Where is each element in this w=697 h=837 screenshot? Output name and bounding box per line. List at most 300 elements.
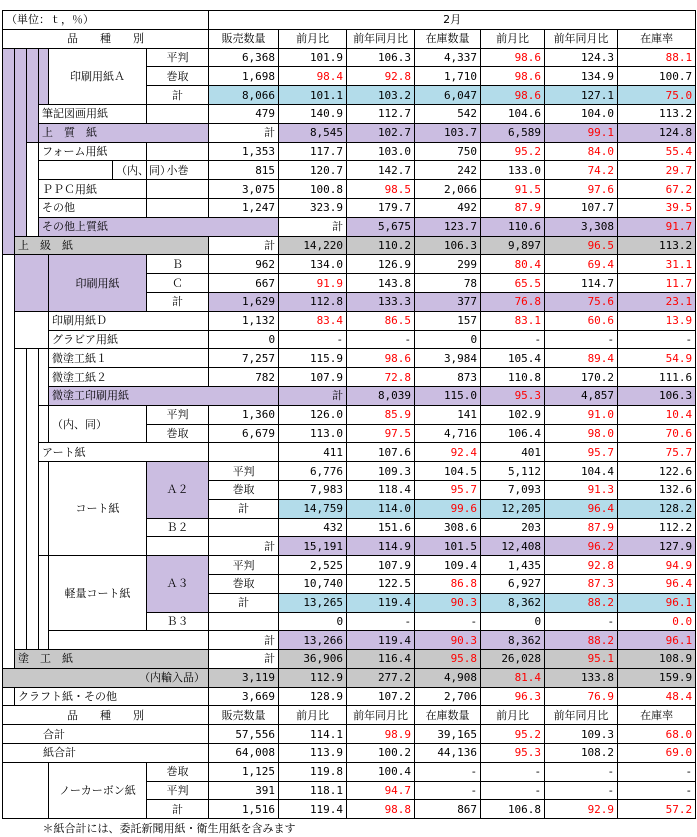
row-sublabel: 計: [209, 631, 279, 650]
row-sublabel: 平判: [209, 462, 279, 481]
value-cell: 65.5: [481, 274, 545, 293]
value-cell: 39.5: [618, 198, 696, 217]
value-cell: 57,556: [209, 725, 279, 744]
value-cell: -: [545, 330, 618, 349]
value-cell: 1,132: [209, 311, 279, 330]
value-cell: 95.2: [481, 725, 545, 744]
value-cell: 100.2: [347, 744, 415, 763]
row-label: 合計: [3, 725, 209, 744]
value-cell: 5,112: [481, 462, 545, 481]
value-cell: 103.0: [347, 142, 415, 161]
value-cell: 95.2: [481, 142, 545, 161]
value-cell: 84.0: [545, 142, 618, 161]
value-cell: 118.4: [347, 480, 415, 499]
row-sublabel: Ｃ: [147, 274, 209, 293]
value-cell: 88.2: [545, 593, 618, 612]
value-cell: 7,093: [481, 480, 545, 499]
value-cell: 87.9: [545, 518, 618, 537]
value-cell: 98.6: [347, 349, 415, 368]
value-cell: 6,047: [415, 86, 481, 105]
value-cell: 308.6: [415, 518, 481, 537]
value-cell: 106.3: [415, 236, 481, 255]
value-cell: 140.9: [279, 104, 347, 123]
value-cell: -: [481, 781, 545, 800]
row-sublabel: 巻取: [147, 67, 209, 86]
row-label: 印刷用紙: [49, 255, 147, 311]
value-cell: 299: [415, 255, 481, 274]
value-cell: 151.6: [347, 518, 415, 537]
value-cell: 100.4: [347, 762, 415, 781]
value-cell: 170.2: [545, 368, 618, 387]
value-cell: -: [545, 612, 618, 631]
value-cell: 98.8: [347, 800, 415, 819]
value-cell: 4,716: [415, 424, 481, 443]
value-cell: 100.8: [279, 180, 347, 199]
value-cell: 88.1: [618, 48, 696, 67]
paper-statistics-table: [2, 10, 696, 837]
value-cell: 55.4: [618, 142, 696, 161]
value-cell: 1,629: [209, 292, 279, 311]
row-sublabel: 平判: [209, 556, 279, 575]
value-cell: 107.2: [347, 687, 415, 706]
value-cell: 112.2: [618, 518, 696, 537]
row-label: その他上質紙: [39, 217, 279, 236]
indent-cell: [27, 349, 39, 650]
row-label: （内、同）: [49, 405, 147, 443]
value-cell: 6,368: [209, 48, 279, 67]
value-cell: 95.8: [415, 650, 481, 669]
value-cell: 91.9: [279, 274, 347, 293]
value-cell: 101.5: [415, 537, 481, 556]
indent-cell: [15, 255, 49, 311]
value-cell: 6,927: [481, 574, 545, 593]
value-cell: 0: [481, 612, 545, 631]
value-cell: 95.3: [481, 386, 545, 405]
value-cell: 102.7: [347, 123, 415, 142]
value-cell: 815: [209, 161, 279, 180]
value-cell: 179.7: [347, 198, 415, 217]
value-cell: 12,408: [481, 537, 545, 556]
value-cell: 323.9: [279, 198, 347, 217]
group-label: Ｂ３: [147, 612, 209, 631]
value-cell: 133.8: [545, 668, 618, 687]
value-cell: 11.7: [618, 274, 696, 293]
value-cell: 117.7: [279, 142, 347, 161]
value-cell: 542: [415, 104, 481, 123]
value-cell: 107.9: [347, 556, 415, 575]
value-cell: 110.8: [481, 368, 545, 387]
column-header: 前月比: [279, 706, 347, 725]
value-cell: 92.8: [347, 67, 415, 86]
table-row: [3, 368, 696, 387]
value-cell: 3,075: [209, 180, 279, 199]
value-cell: 7,257: [209, 349, 279, 368]
value-cell: 91.3: [545, 480, 618, 499]
value-cell: 90.3: [415, 631, 481, 650]
value-cell: 9,897: [481, 236, 545, 255]
row-sublabel: 計: [209, 236, 279, 255]
row-label: 印刷用紙Ａ: [49, 48, 147, 104]
value-cell: 99.6: [415, 499, 481, 518]
table-row: [3, 631, 696, 650]
value-cell: 106.8: [481, 800, 545, 819]
value-cell: 26,028: [481, 650, 545, 669]
value-cell: 2,525: [279, 556, 347, 575]
value-cell: 7,983: [279, 480, 347, 499]
value-cell: 60.6: [545, 311, 618, 330]
value-cell: 81.4: [481, 668, 545, 687]
table-row: [3, 725, 696, 744]
month-label: 2月: [209, 11, 696, 30]
kind-header: 品 種 別: [3, 29, 209, 48]
value-cell: 69.4: [545, 255, 618, 274]
row-label: 印刷用紙Ｄ: [49, 311, 209, 330]
indent-cell: [39, 462, 49, 556]
table-row: [3, 48, 696, 67]
value-cell: 479: [209, 104, 279, 123]
value-cell: 8,066: [209, 86, 279, 105]
value-cell: 119.8: [279, 762, 347, 781]
table-row: [3, 687, 696, 706]
value-cell: 867: [415, 800, 481, 819]
value-cell: 91.0: [545, 405, 618, 424]
value-cell: 97.5: [347, 424, 415, 443]
value-cell: 1,435: [481, 556, 545, 575]
value-cell: 667: [209, 274, 279, 293]
footnote-row: [3, 819, 696, 837]
value-cell: 10.4: [618, 405, 696, 424]
row-sublabel: 巻取: [147, 424, 209, 443]
table-row: [3, 311, 696, 330]
row-label: 上 質 紙: [39, 123, 209, 142]
value-cell: 106.3: [347, 48, 415, 67]
indent-cell: [49, 631, 209, 650]
row-sublabel: 計: [209, 499, 279, 518]
value-cell: 8,362: [481, 593, 545, 612]
table-row: [3, 198, 696, 217]
value-cell: -: [545, 762, 618, 781]
value-cell: -: [415, 612, 481, 631]
value-cell: 133.3: [347, 292, 415, 311]
indent-cell: [147, 537, 209, 556]
value-cell: 126.9: [347, 255, 415, 274]
value-cell: -: [347, 330, 415, 349]
value-cell: 83.4: [279, 311, 347, 330]
value-cell: 107.7: [545, 198, 618, 217]
row-label: 紙合計: [3, 744, 209, 763]
value-cell: 119.4: [347, 631, 415, 650]
value-cell: 75.7: [618, 443, 696, 462]
value-cell: 242: [415, 161, 481, 180]
column-header: 販売数量: [209, 29, 279, 48]
value-cell: 95.7: [545, 443, 618, 462]
value-cell: 110.6: [481, 217, 545, 236]
value-cell: 92.8: [545, 556, 618, 575]
table-row: [3, 161, 696, 180]
value-cell: 750: [415, 142, 481, 161]
indent-cell: [39, 161, 113, 180]
row-label: 微塗工紙１: [49, 349, 209, 368]
unit-label: （単位：ｔ，％）: [3, 11, 209, 30]
value-cell: 39,165: [415, 725, 481, 744]
value-cell: 134.0: [279, 255, 347, 274]
row-label: その他: [39, 198, 147, 217]
value-cell: -: [415, 781, 481, 800]
value-cell: 67.2: [618, 180, 696, 199]
row-label: ＰＰＣ用紙: [39, 180, 147, 199]
value-cell: 68.0: [618, 725, 696, 744]
value-cell: 75.6: [545, 292, 618, 311]
table-row: [3, 255, 696, 274]
value-cell: 98.6: [481, 48, 545, 67]
blank-cell: [147, 198, 209, 217]
value-cell: 101.1: [279, 86, 347, 105]
row-label: 塗 工 紙: [15, 650, 209, 669]
value-cell: 107.9: [279, 368, 347, 387]
blank-cell: [147, 180, 209, 199]
indent-cell: [15, 349, 27, 650]
row-label: 微塗工印刷用紙: [49, 386, 279, 405]
value-cell: -: [618, 781, 696, 800]
value-cell: -: [347, 612, 415, 631]
table-row: [3, 650, 696, 669]
value-cell: 114.0: [347, 499, 415, 518]
column-header: 販売数量: [209, 706, 279, 725]
indent-cell: [39, 349, 49, 405]
value-cell: 6,589: [481, 123, 545, 142]
value-cell: 112.8: [279, 292, 347, 311]
value-cell: 83.1: [481, 311, 545, 330]
value-cell: 48.4: [618, 687, 696, 706]
row-sublabel: 平判: [147, 48, 209, 67]
value-cell: 87.3: [545, 574, 618, 593]
indent-cell: [3, 48, 15, 255]
indent-cell: [3, 687, 15, 706]
value-cell: 782: [209, 368, 279, 387]
column-header: 前月比: [481, 29, 545, 48]
value-cell: 108.9: [618, 650, 696, 669]
value-cell: 54.9: [618, 349, 696, 368]
value-cell: 113.2: [618, 104, 696, 123]
value-cell: 133.0: [481, 161, 545, 180]
value-cell: 277.2: [347, 668, 415, 687]
value-cell: 143.8: [347, 274, 415, 293]
value-cell: 1,516: [209, 800, 279, 819]
row-label: クラフト紙・その他: [15, 687, 209, 706]
value-cell: -: [618, 762, 696, 781]
value-cell: 86.5: [347, 311, 415, 330]
value-cell: 127.9: [618, 537, 696, 556]
value-cell: 134.9: [545, 67, 618, 86]
value-cell: 124.3: [545, 48, 618, 67]
value-cell: 74.2: [545, 161, 618, 180]
table-row: [3, 330, 696, 349]
column-header: 前月比: [279, 29, 347, 48]
value-cell: 104.5: [415, 462, 481, 481]
row-label: （内輸入品）: [3, 668, 209, 687]
indent-cell: [3, 255, 15, 669]
value-cell: 98.5: [347, 180, 415, 199]
value-cell: 3,308: [545, 217, 618, 236]
value-cell: 159.9: [618, 668, 696, 687]
value-cell: 104.4: [545, 462, 618, 481]
value-cell: 115.0: [415, 386, 481, 405]
row-label: 上 級 紙: [15, 236, 209, 255]
blank-cell: [147, 142, 209, 161]
value-cell: 3,669: [209, 687, 279, 706]
value-cell: 10,740: [279, 574, 347, 593]
value-cell: 101.9: [279, 48, 347, 67]
table-row: [3, 217, 696, 236]
value-cell: 126.0: [279, 405, 347, 424]
value-cell: 106.3: [618, 386, 696, 405]
value-cell: 96.1: [618, 631, 696, 650]
value-cell: 69.0: [618, 744, 696, 763]
column-header: 前年同月比: [347, 706, 415, 725]
value-cell: 122.5: [347, 574, 415, 593]
value-cell: 123.7: [415, 217, 481, 236]
value-cell: 2,066: [415, 180, 481, 199]
value-cell: 76.8: [481, 292, 545, 311]
row-sublabel: 巻取: [209, 574, 279, 593]
value-cell: 377: [415, 292, 481, 311]
column-header: 在庫数量: [415, 29, 481, 48]
header-row: [3, 29, 696, 48]
value-cell: 1,247: [209, 198, 279, 217]
unit-row: [3, 11, 696, 30]
value-cell: 95.1: [545, 650, 618, 669]
value-cell: -: [279, 330, 347, 349]
row-sublabel: 平判: [147, 781, 209, 800]
indent-cell: [209, 443, 279, 462]
value-cell: 104.0: [545, 104, 618, 123]
value-cell: 8,039: [347, 386, 415, 405]
value-cell: 120.7: [279, 161, 347, 180]
value-cell: 90.3: [415, 593, 481, 612]
value-cell: 98.0: [545, 424, 618, 443]
value-cell: 391: [209, 781, 279, 800]
value-cell: 411: [279, 443, 347, 462]
column-header: 在庫率: [618, 29, 696, 48]
value-cell: 0: [279, 612, 347, 631]
column-header: 在庫率: [618, 706, 696, 725]
table-row: [3, 405, 696, 424]
table-row: [3, 556, 696, 575]
row-label: ノーカーボン紙: [49, 762, 147, 818]
value-cell: 96.2: [545, 537, 618, 556]
indent-cell: [209, 612, 279, 631]
value-cell: 12,205: [481, 499, 545, 518]
value-cell: 92.4: [415, 443, 481, 462]
header-row: [3, 706, 696, 725]
value-cell: 127.1: [545, 86, 618, 105]
value-cell: 99.1: [545, 123, 618, 142]
value-cell: 109.3: [347, 462, 415, 481]
indent-cell: [39, 556, 49, 650]
row-sublabel: 計: [209, 593, 279, 612]
value-cell: 115.9: [279, 349, 347, 368]
group-label: Ｂ２: [147, 518, 209, 537]
value-cell: 113.0: [279, 424, 347, 443]
column-header: 前年同月比: [545, 29, 618, 48]
indent-cell: [27, 142, 39, 236]
value-cell: 4,908: [415, 668, 481, 687]
value-cell: 36,906: [279, 650, 347, 669]
table-row: [3, 180, 696, 199]
value-cell: 119.4: [279, 800, 347, 819]
value-cell: 107.6: [347, 443, 415, 462]
value-cell: 113.9: [279, 744, 347, 763]
value-cell: 492: [415, 198, 481, 217]
value-cell: 96.3: [481, 687, 545, 706]
table-row: [3, 744, 696, 763]
row-sublabel: 小巻: [147, 161, 209, 180]
value-cell: 110.2: [347, 236, 415, 255]
value-cell: 142.7: [347, 161, 415, 180]
blank-cell: [147, 104, 209, 123]
value-cell: 78: [415, 274, 481, 293]
value-cell: 432: [279, 518, 347, 537]
value-cell: 8,362: [481, 631, 545, 650]
value-cell: 76.9: [545, 687, 618, 706]
row-sublabel: 計: [209, 650, 279, 669]
table-row: [3, 123, 696, 142]
value-cell: 119.4: [347, 593, 415, 612]
value-cell: -: [618, 330, 696, 349]
value-cell: 95.3: [481, 744, 545, 763]
value-cell: 96.1: [618, 593, 696, 612]
value-cell: 80.4: [481, 255, 545, 274]
value-cell: 31.1: [618, 255, 696, 274]
value-cell: 104.6: [481, 104, 545, 123]
value-cell: 95.7: [415, 480, 481, 499]
table-row: [3, 349, 696, 368]
value-cell: 86.8: [415, 574, 481, 593]
value-cell: 23.1: [618, 292, 696, 311]
row-sublabel: 巻取: [209, 480, 279, 499]
column-header: 前年同月比: [545, 706, 618, 725]
value-cell: 2,706: [415, 687, 481, 706]
value-cell: 89.4: [545, 349, 618, 368]
value-cell: 5,675: [347, 217, 415, 236]
indent-cell: [209, 518, 279, 537]
value-cell: 85.9: [347, 405, 415, 424]
value-cell: 97.6: [545, 180, 618, 199]
value-cell: 92.9: [545, 800, 618, 819]
value-cell: 108.2: [545, 744, 618, 763]
indent-cell: [3, 762, 49, 818]
value-cell: 94.7: [347, 781, 415, 800]
footnote: ＊紙合計には、委託新聞用紙・衛生用紙を含みます: [42, 821, 296, 835]
value-cell: 98.4: [279, 67, 347, 86]
value-cell: 96.4: [545, 499, 618, 518]
value-cell: 6,679: [209, 424, 279, 443]
value-cell: 96.4: [618, 574, 696, 593]
row-label: フォーム用紙: [39, 142, 147, 161]
value-cell: 98.6: [481, 67, 545, 86]
value-cell: -: [415, 762, 481, 781]
value-cell: 114.7: [545, 274, 618, 293]
value-cell: 1,360: [209, 405, 279, 424]
value-cell: 15,191: [279, 537, 347, 556]
value-cell: 87.9: [481, 198, 545, 217]
value-cell: 1,698: [209, 67, 279, 86]
value-cell: 75.0: [618, 86, 696, 105]
value-cell: 1,710: [415, 67, 481, 86]
value-cell: 4,337: [415, 48, 481, 67]
table-row: [3, 668, 696, 687]
value-cell: -: [545, 781, 618, 800]
